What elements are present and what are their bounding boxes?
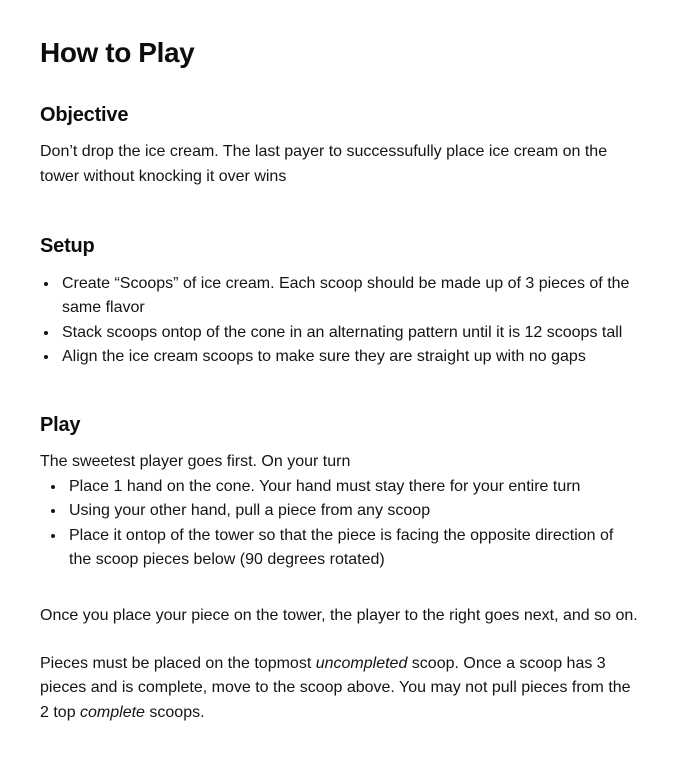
- setup-bullet-2: • Stack scoops ontop of the cone in an alternating pattern until it is 12 scoops tall: [59, 321, 638, 345]
- play-bullet-1: • Place 1 hand on the cone. Your hand must stay there for your entire turn: [66, 475, 638, 499]
- play-bullet-3: • Place it ontop of the tower so that the piece is facing the opposite direction of the scoop pieces below (90 degrees rotated): [66, 524, 638, 573]
- turn-order-paragraph: Once you place your piece on the tower, the player to the right goes next, and so on.: [40, 606, 638, 624]
- play-bullet-2: • Using your other hand, pull a piece from any scoop: [66, 499, 638, 523]
- setup-bullet-3: • Align the ice cream scoops to make sure they are straight up with no gaps: [59, 345, 638, 369]
- section-objective: [40, 100, 638, 190]
- page-title: How to Play: [40, 37, 195, 68]
- play-intro: The sweetest player goes first. On your turn: [40, 453, 351, 471]
- placement-text-part: scoops.: [144, 703, 205, 721]
- placement-text-part: Pieces must be placed on the topmost: [40, 655, 316, 672]
- how-to-play-document: [40, 36, 638, 725]
- play-list: [40, 475, 638, 573]
- objective-heading: Objective: [40, 103, 129, 126]
- section-setup: [40, 231, 638, 369]
- play-heading: Play: [40, 413, 81, 436]
- placement-italic-uncompleted: uncompleted: [315, 655, 408, 672]
- placement-rules-paragraph: [40, 652, 638, 725]
- section-play: [40, 410, 638, 573]
- setup-bullet-1: • Create “Scoops” of ice cream. Each scoop should be made up of 3 pieces of the same flavor: [59, 272, 638, 321]
- setup-heading: Setup: [40, 235, 95, 258]
- placement-italic-complete: complete: [80, 703, 145, 721]
- placement-text-part: scoop. Once a scoop has 3 pieces and is complete, move to the scoop above. You may not pull pieces from the 2 top: [40, 655, 631, 721]
- objective-text: Don’t drop the ice cream. The last payer to successufully place ice cream on the tower without knocking it over wins: [40, 143, 608, 185]
- setup-list: [40, 272, 638, 370]
